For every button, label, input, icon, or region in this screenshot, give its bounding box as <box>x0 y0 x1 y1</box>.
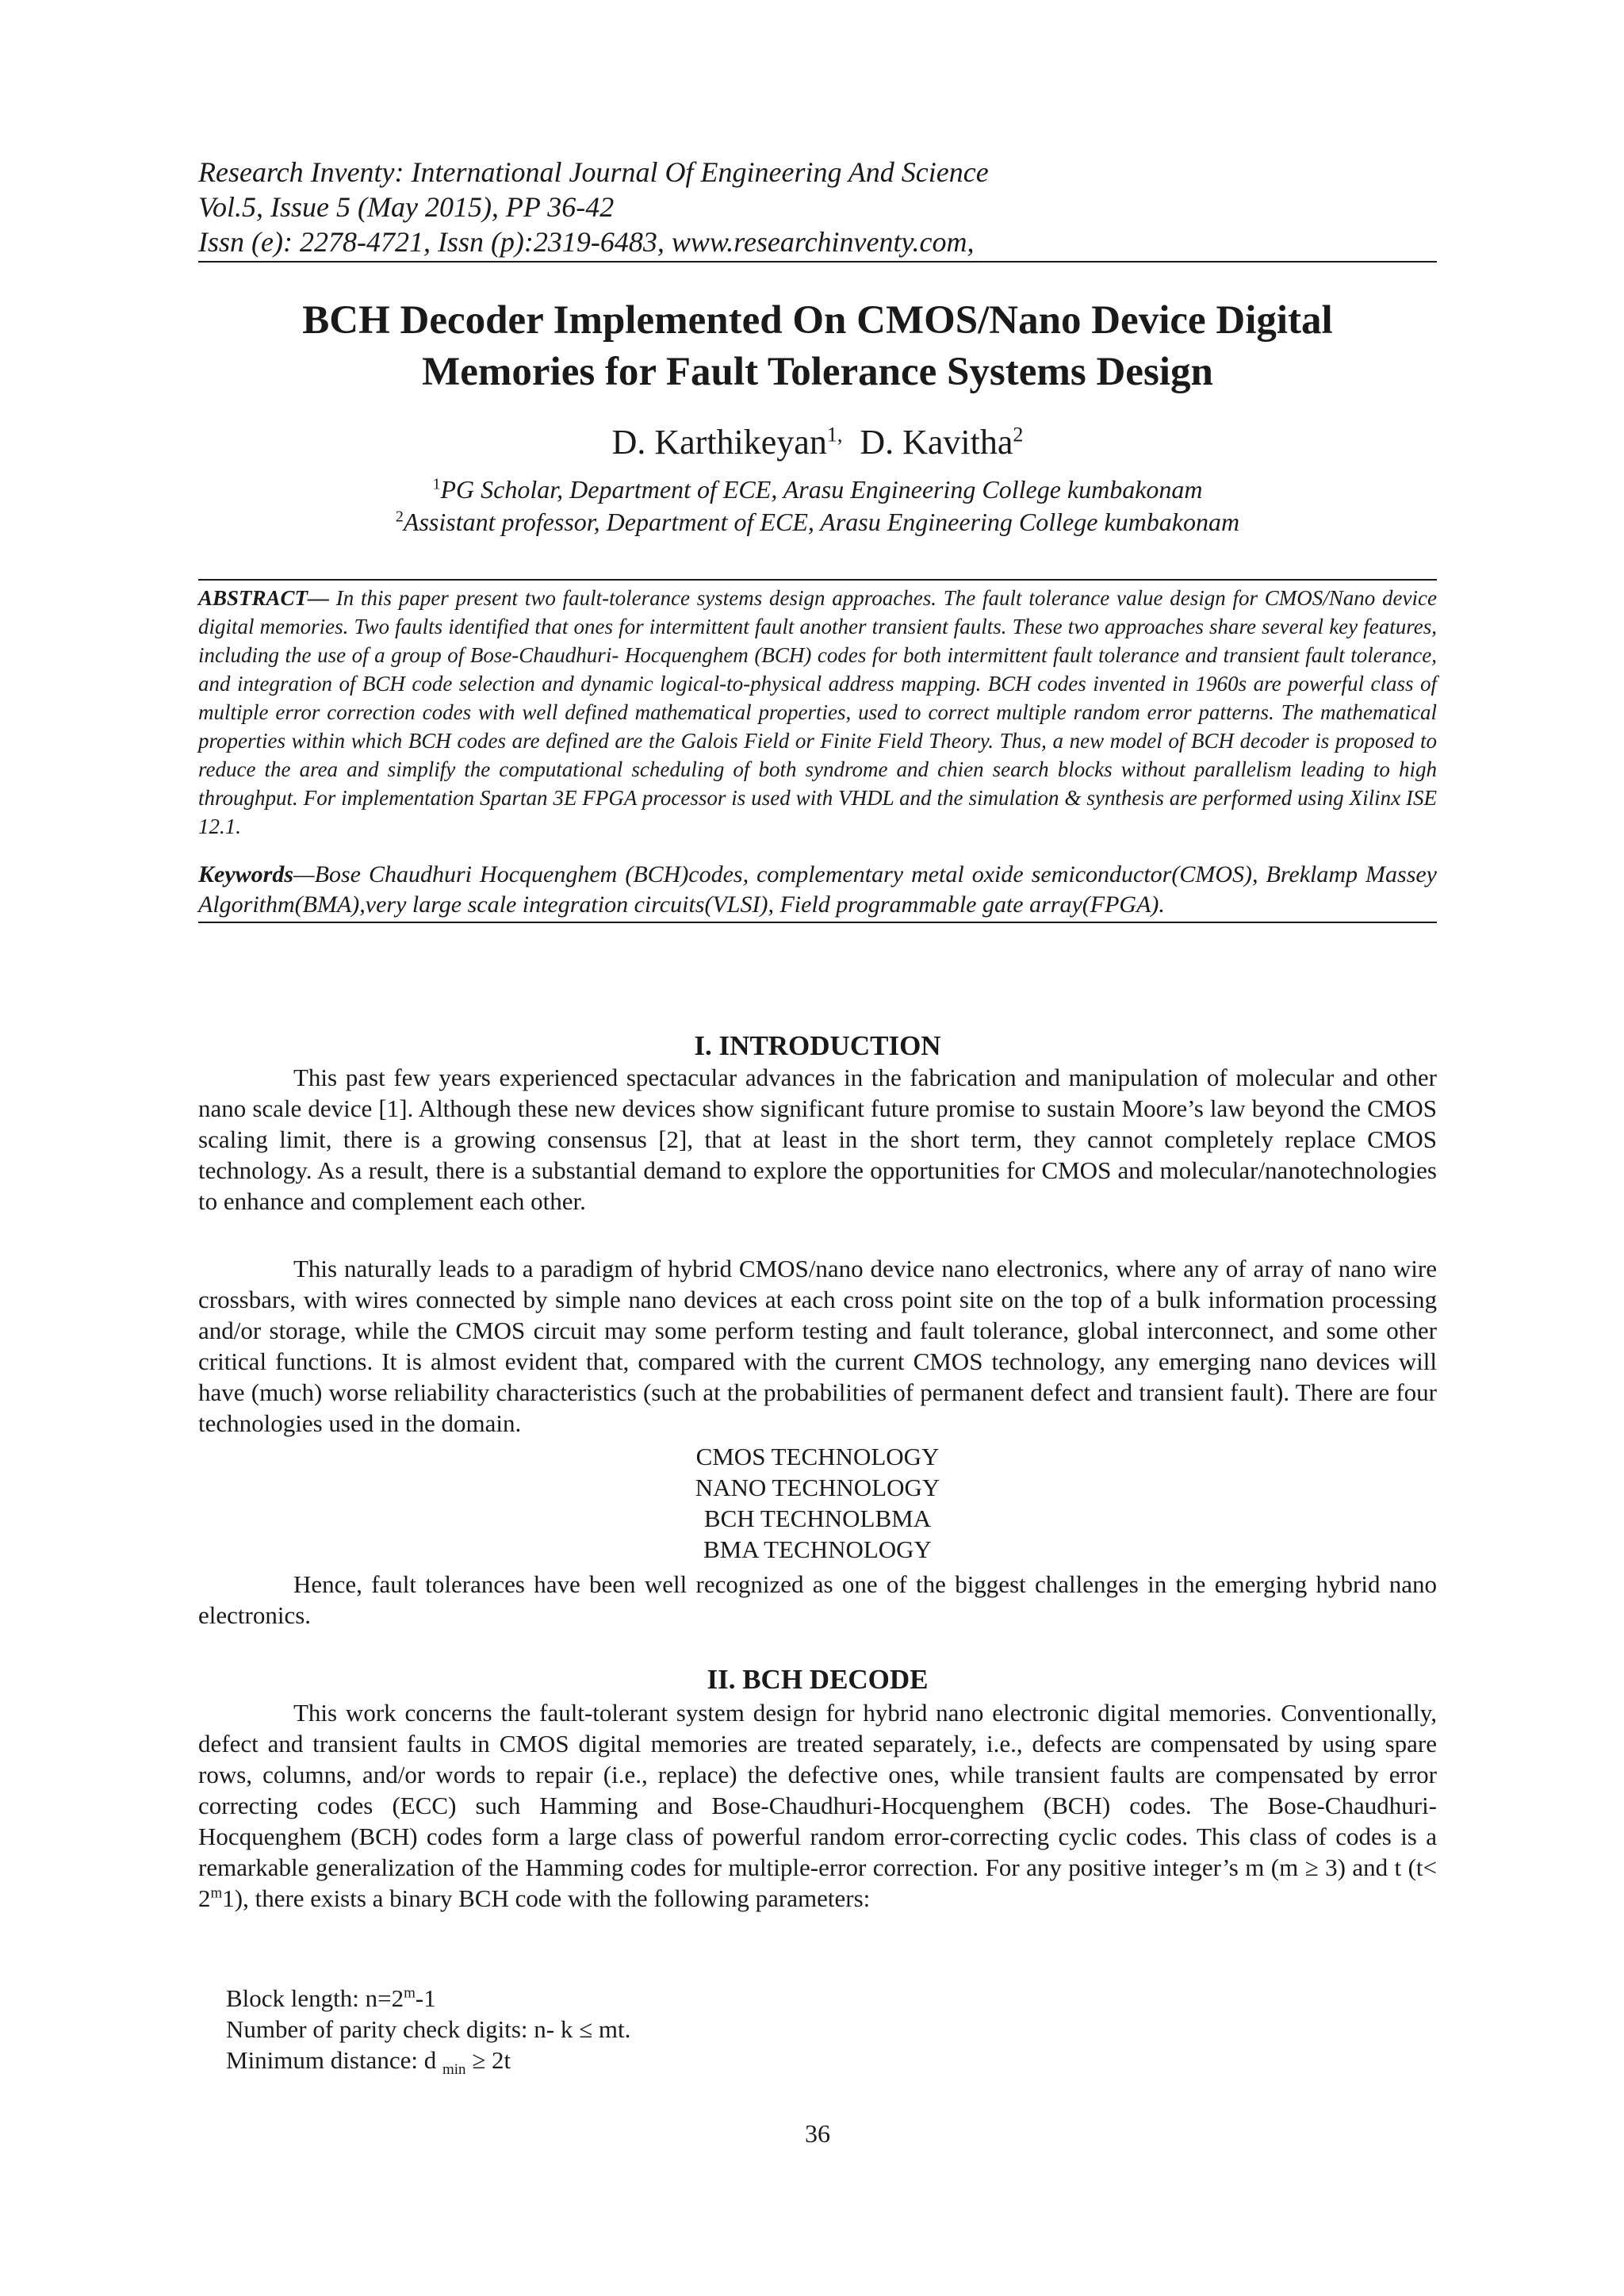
author-2: D. Kavitha <box>860 423 1013 462</box>
paper-title <box>198 295 1437 398</box>
intro-paragraph-1-container <box>198 1062 1437 1217</box>
affiliation-2-text: Assistant professor, Department of ECE, Arasu Engineering College kumbakonam <box>403 508 1240 536</box>
journal-issn: Issn (e): 2278-4721, Issn (p):2319-6483, www.researchinventy.com, <box>198 226 975 258</box>
title-line-2: Memories for Fault Tolerance Systems Design <box>422 350 1213 394</box>
param-minimum-distance <box>226 2045 1336 2079</box>
journal-header <box>198 155 1437 263</box>
affiliation-2-superscript: 2 <box>395 508 404 526</box>
affiliation-1-superscript: 1 <box>432 475 441 493</box>
keywords-text: —Bose Chaudhuri Hocquenghem (BCH)codes, complementary metal oxide semiconductor(CMOS), Breklamp Massey Algorithm(BMA),very large scale integration circuits(VLSI), Field programmable gate array(FPGA). <box>198 861 1437 918</box>
param-minimum-distance-subscript: min <box>442 2061 466 2079</box>
page-number: 36 <box>805 2119 830 2148</box>
intro-paragraph-2-container <box>198 1253 1437 1439</box>
author-1-superscript: 1, <box>826 423 843 447</box>
param-block-length <box>226 1983 1336 2014</box>
keywords <box>198 860 1437 920</box>
abstract-block <box>198 579 1437 923</box>
journal-volume: Vol.5, Issue 5 (May 2015), PP 36-42 <box>198 191 615 223</box>
param-block-length-superscript: m <box>404 1984 416 2002</box>
author-1: D. Karthikeyan <box>611 423 827 462</box>
affiliation-2 <box>198 506 1437 539</box>
technology-item: CMOS TECHNOLOGY <box>695 1443 940 1470</box>
bch-paragraph-1-container <box>198 1697 1437 1914</box>
keywords-label: Keywords <box>198 861 293 887</box>
param-block-length-text: Block length: n=2 <box>226 1984 404 2012</box>
bch-paragraph-1 <box>198 1697 1437 1914</box>
affiliation-list <box>198 473 1437 539</box>
intro-paragraph-2: This naturally leads to a paradigm of hybrid CMOS/nano device nano electronics, where any of array of nano wire crossbars, with wires connected by simple nano devices at each cross point site on the top of a bulk information processing and/or storage, while the CMOS circuit may some perform testing and fault tolerance, global interconnect, and some other critical functions. It is almost evident that, compared with the current CMOS technology, any emerging nano devices will have (much) worse reliability characteristics (such at the probabilities of permanent defect and transient fault). There are four technologies used in the domain. <box>198 1255 1437 1437</box>
section-heading-bch-decode: II. BCH DECODE <box>707 1664 929 1695</box>
param-minimum-distance-text: Minimum distance: d <box>226 2046 442 2074</box>
param-parity-digits: Number of parity check digits: n- k ≤ mt. <box>226 2015 631 2043</box>
technology-item: BCH TECHNOLBMA <box>703 1504 932 1532</box>
abstract-text: In this paper present two fault-tolerance systems design approaches. The fault tolerance value design for CMOS/Nano device digital memories. Two faults identified that ones for intermittent fault another transient faults. These two approaches share several key features, including the use of a group of Bose-Chaudhuri- Hocquenghem (BCH) codes for both intermittent fault tolerance and transient fault tolerance, and integration of BCH code selection and dynamic logical-to-physical address mapping. BCH codes invented in 1960s are powerful class of multiple error correction codes with well defined mathematical properties, used to correct multiple random error patterns. The mathematical properties within which BCH codes are defined are the Galois Field or Finite Field Theory. Thus, a new model of BCH decoder is proposed to reduce the area and simplify the computational scheduling of both syndrome and chien search blocks without parallelism leading to high throughput. For implementation Spartan 3E FPGA processor is used with VHDL and the simulation & synthesis are performed using Xilinx ISE 12.1. <box>198 586 1437 838</box>
param-minimum-distance-suffix: ≥ 2t <box>465 2046 511 2074</box>
affiliation-1 <box>198 473 1437 506</box>
abstract-label: ABSTRACT— <box>198 586 330 610</box>
technology-list <box>198 1441 1437 1565</box>
param-block-length-suffix: -1 <box>415 1984 436 2012</box>
author-2-superscript: 2 <box>1013 423 1024 447</box>
title-line-1: BCH Decoder Implemented On CMOS/Nano Device Digital <box>302 298 1333 343</box>
journal-name: Research Inventy: International Journal Of Engineering And Science <box>198 156 989 188</box>
intro-paragraph-1: This past few years experienced spectacular advances in the fabrication and manipulation of molecular and other nano scale device [1]. Although these new devices show significant future promise to sustain Moore’s law beyond the CMOS scaling limit, there is a growing consensus [2], that at least in the short term, they cannot completely replace CMOS technology. As a result, there is a substantial demand to explore the opportunities for CMOS and molecular/nanotechnologies to enhance and complement each other. <box>198 1064 1437 1215</box>
bch-paragraph-1-end: 1), there exists a binary BCH code with the following parameters: <box>222 1884 871 1912</box>
abstract <box>198 584 1437 841</box>
bch-paragraph-1-superscript: m <box>210 1884 223 1902</box>
affiliation-1-text: PG Scholar, Department of ECE, Arasu Engineering College kumbakonam <box>440 475 1203 504</box>
bch-paragraph-1-text: This work concerns the fault-tolerant system design for hybrid nano electronic digital memories. Conventionally, defect and transient faults in CMOS digital memories are treated separately, i.e., defects are compensated by using spare rows, columns, and/or words to repair (i.e., replace) the defective ones, while transient faults are compensated by error correcting codes (ECC) such Hamming and Bose-Chaudhuri-Hocquenghem (BCH) codes. The Bose-Chaudhuri- Hocquenghem (BCH) codes form a large class of powerful random error-correcting cyclic codes. This class of codes is a remarkable generalization of the Hamming codes for multiple-error correction. For any positive integer’s m (m ≥ 3) and t (t< 2 <box>198 1699 1437 1912</box>
technology-item: NANO TECHNOLOGY <box>695 1474 940 1501</box>
bch-parameters <box>226 1983 1336 2079</box>
technology-item: BMA TECHNOLOGY <box>703 1535 932 1563</box>
intro-paragraph-3-container <box>198 1569 1437 1631</box>
section-heading-introduction: I. INTRODUCTION <box>694 1030 941 1061</box>
author-list <box>198 420 1437 465</box>
intro-paragraph-3: Hence, fault tolerances have been well recognized as one of the biggest challenges in the emerging hybrid nano electronics. <box>198 1570 1437 1629</box>
